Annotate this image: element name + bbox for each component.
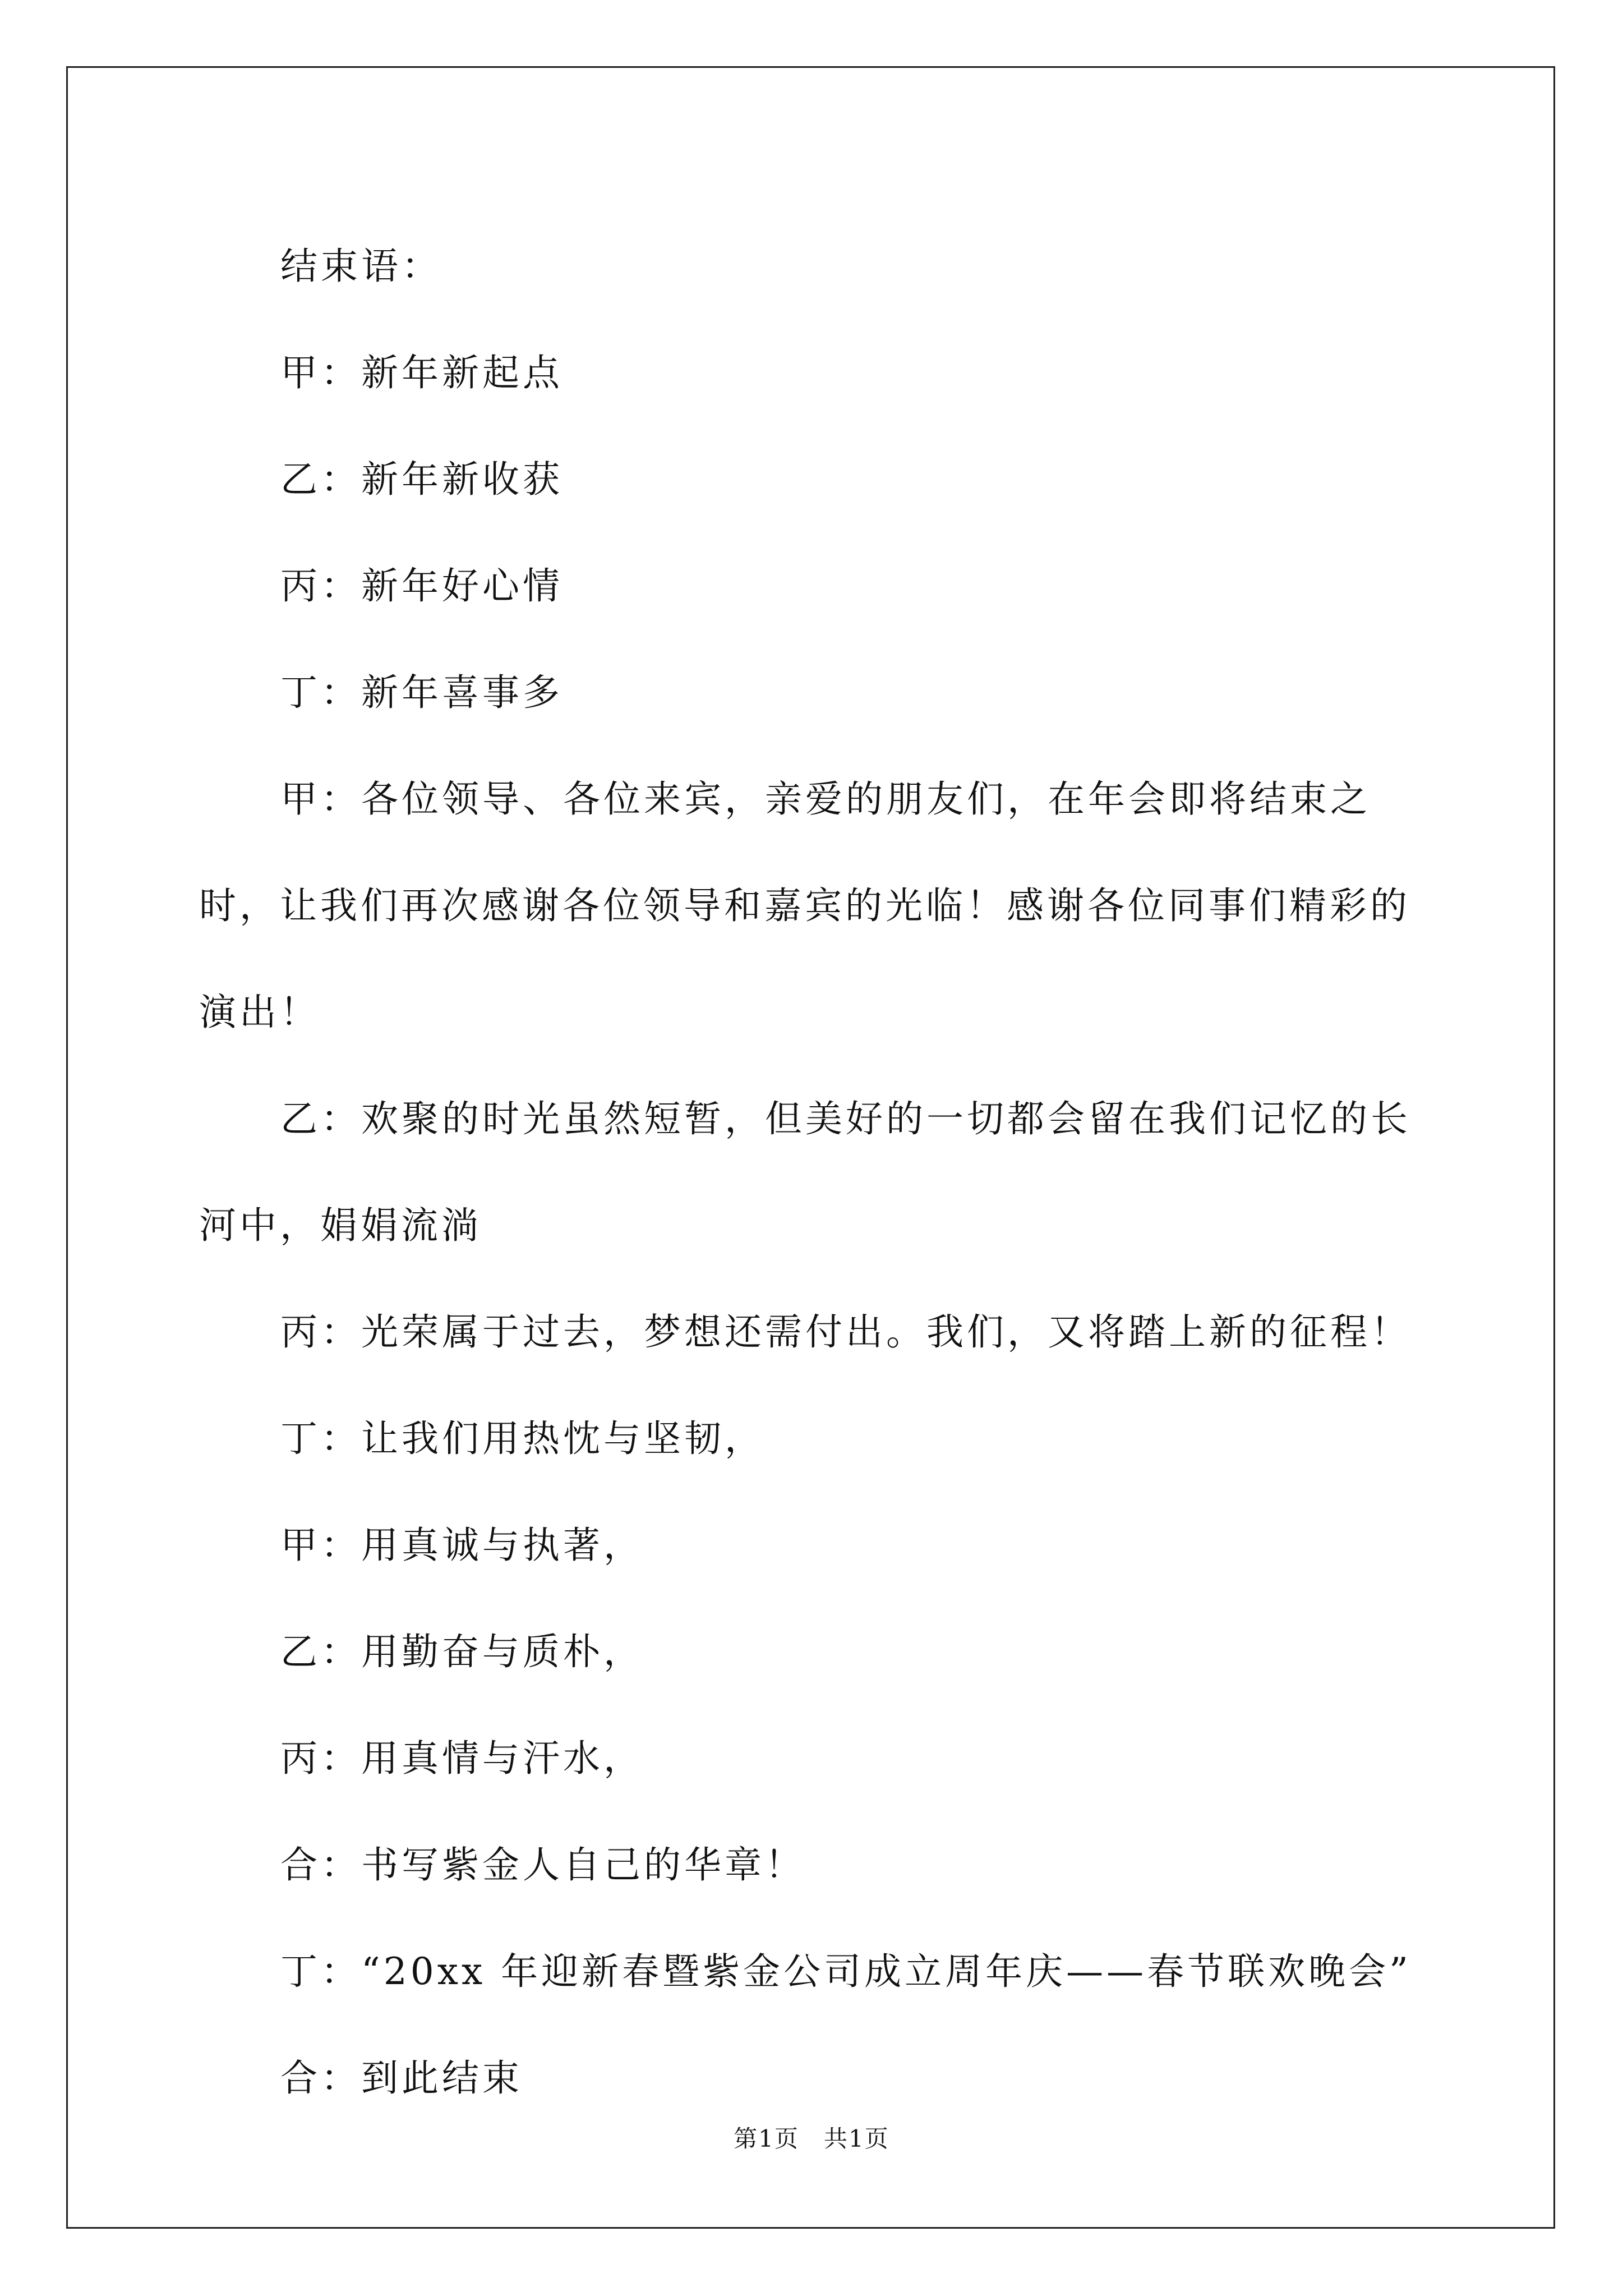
document-body xyxy=(199,213,1450,2132)
paragraph: 乙：用勤奋与质朴， xyxy=(280,1630,644,1673)
paragraph: 合：到此结束 xyxy=(280,2056,523,2100)
closing-heading: 结束语： xyxy=(280,245,442,288)
paragraph: 丙：新年好心情 xyxy=(280,564,563,608)
page-footer: 第1页 共1页 xyxy=(734,2125,889,2152)
paragraph: 丁：让我们用热忱与坚韧， xyxy=(280,1417,765,1460)
paragraph: 乙：欢聚的时光虽然短暂，但美好的一切都会留在我们记忆的长河中，娟娟流淌 xyxy=(199,1097,1411,1247)
paragraph: 丁：“20xx 年迎新春暨紫金公司成立周年庆——春节联欢晚会” xyxy=(280,1950,1412,1993)
paragraph: 乙：新年新收获 xyxy=(280,458,563,501)
paragraph: 丙：用真情与汗水， xyxy=(280,1737,644,1780)
paragraph: 丁：新年喜事多 xyxy=(280,671,563,714)
paragraph: 丙：光荣属于过去，梦想还需付出。我们，又将踏上新的征程！ xyxy=(280,1310,1411,1354)
paragraph: 合：书写紫金人自己的华章！ xyxy=(280,1843,805,1887)
paragraph: 甲：新年新起点 xyxy=(280,351,563,394)
paragraph: 甲：用真诚与执著， xyxy=(280,1524,644,1567)
paragraph: 甲：各位领导、各位来宾，亲爱的朋友们，在年会即将结束之时，让我们再次感谢各位领导和嘉宾的光临！感谢各位同事们精彩的演出！ xyxy=(199,777,1410,1034)
